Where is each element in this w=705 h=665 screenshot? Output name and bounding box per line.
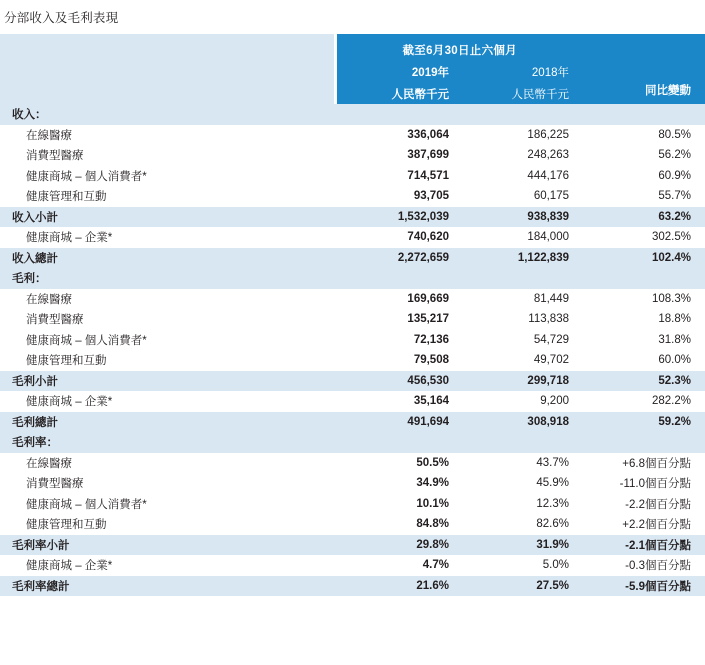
cell-2018: 248,263 xyxy=(463,145,583,166)
row-label: 消費型醫療 xyxy=(0,309,335,330)
row-label: 毛利小計 xyxy=(0,371,335,392)
table-row xyxy=(0,166,705,187)
row-label: 在線醫療 xyxy=(0,453,335,474)
cell-2018: 12.3% xyxy=(463,494,583,515)
table-row xyxy=(0,473,705,494)
row-label: 毛利率總計 xyxy=(0,576,335,597)
table-row xyxy=(0,514,705,535)
cell-change: 282.2% xyxy=(583,391,705,412)
table-body xyxy=(0,104,705,596)
cell-2018: 113,838 xyxy=(463,309,583,330)
cell-2018: 938,839 xyxy=(463,207,583,228)
table-row xyxy=(0,453,705,474)
cell-2019: 93,705 xyxy=(335,186,463,207)
cell-change xyxy=(583,104,705,125)
row-label: 消費型醫療 xyxy=(0,473,335,494)
cell-2019: 714,571 xyxy=(335,166,463,187)
table-row xyxy=(0,227,705,248)
row-label: 在線醫療 xyxy=(0,125,335,146)
cell-change: 55.7% xyxy=(583,186,705,207)
cell-2018: 31.9% xyxy=(463,535,583,556)
cell-2019: 50.5% xyxy=(335,453,463,474)
table-row xyxy=(0,412,705,433)
cell-change: 60.0% xyxy=(583,350,705,371)
header-year-2018: 2018年 xyxy=(463,62,583,82)
table-row xyxy=(0,330,705,351)
cell-change: 60.9% xyxy=(583,166,705,187)
cell-change: +6.8個百分點 xyxy=(583,453,705,474)
cell-2019: 79,508 xyxy=(335,350,463,371)
table-row xyxy=(0,371,705,392)
row-label: 毛利率： xyxy=(0,432,335,453)
cell-2019: 10.1% xyxy=(335,494,463,515)
cell-2019: 21.6% xyxy=(335,576,463,597)
row-label: 在線醫療 xyxy=(0,289,335,310)
table-row xyxy=(0,186,705,207)
cell-2018: 60,175 xyxy=(463,186,583,207)
cell-change xyxy=(583,268,705,289)
cell-2018: 43.7% xyxy=(463,453,583,474)
header-year-2019: 2019年 xyxy=(335,62,463,82)
cell-2018: 299,718 xyxy=(463,371,583,392)
cell-change: 52.3% xyxy=(583,371,705,392)
cell-2019: 456,530 xyxy=(335,371,463,392)
table-row xyxy=(0,289,705,310)
cell-2019 xyxy=(335,268,463,289)
cell-2019: 387,699 xyxy=(335,145,463,166)
cell-2018: 184,000 xyxy=(463,227,583,248)
row-label: 健康管理和互動 xyxy=(0,350,335,371)
row-label: 健康商城 – 企業* xyxy=(0,227,335,248)
table-row xyxy=(0,248,705,269)
cell-change: 56.2% xyxy=(583,145,705,166)
table-row xyxy=(0,535,705,556)
row-label: 收入總計 xyxy=(0,248,335,269)
cell-2018 xyxy=(463,268,583,289)
cell-2019 xyxy=(335,432,463,453)
header-period: 截至6月30日止六個月 xyxy=(335,34,583,62)
page-title: 分部收入及毛利表現 xyxy=(4,11,119,25)
row-label: 健康商城 – 企業* xyxy=(0,391,335,412)
cell-2018: 186,225 xyxy=(463,125,583,146)
cell-2019: 35,164 xyxy=(335,391,463,412)
cell-change: 18.8% xyxy=(583,309,705,330)
cell-2019: 84.8% xyxy=(335,514,463,535)
cell-2018: 82.6% xyxy=(463,514,583,535)
table-row xyxy=(0,207,705,228)
row-label: 健康商城 – 企業* xyxy=(0,555,335,576)
cell-2018: 54,729 xyxy=(463,330,583,351)
cell-2018: 27.5% xyxy=(463,576,583,597)
table-row xyxy=(0,555,705,576)
table-row xyxy=(0,309,705,330)
cell-change: 80.5% xyxy=(583,125,705,146)
cell-change: 59.2% xyxy=(583,412,705,433)
row-label: 毛利率小計 xyxy=(0,535,335,556)
table-row xyxy=(0,104,705,125)
row-label: 毛利： xyxy=(0,268,335,289)
cell-change: 108.3% xyxy=(583,289,705,310)
cell-2019: 135,217 xyxy=(335,309,463,330)
table-row xyxy=(0,576,705,597)
header-change-spacer xyxy=(583,34,705,82)
cell-2019: 29.8% xyxy=(335,535,463,556)
cell-2019: 1,532,039 xyxy=(335,207,463,228)
row-label: 健康商城 – 個人消費者* xyxy=(0,494,335,515)
table-row xyxy=(0,145,705,166)
header-label-corner xyxy=(0,34,335,104)
table-row xyxy=(0,432,705,453)
cell-2018 xyxy=(463,104,583,125)
cell-2018: 444,176 xyxy=(463,166,583,187)
cell-2019: 491,694 xyxy=(335,412,463,433)
row-label: 收入小計 xyxy=(0,207,335,228)
cell-change: 302.5% xyxy=(583,227,705,248)
cell-2019: 4.7% xyxy=(335,555,463,576)
table-row xyxy=(0,494,705,515)
cell-2019: 2,272,659 xyxy=(335,248,463,269)
cell-2019: 169,669 xyxy=(335,289,463,310)
row-label: 消費型醫療 xyxy=(0,145,335,166)
cell-2018: 81,449 xyxy=(463,289,583,310)
table-header xyxy=(0,34,705,104)
table-row xyxy=(0,125,705,146)
cell-change: -5.9個百分點 xyxy=(583,576,705,597)
table-row xyxy=(0,391,705,412)
row-label: 健康管理和互動 xyxy=(0,514,335,535)
cell-change: 31.8% xyxy=(583,330,705,351)
row-label: 健康商城 – 個人消費者* xyxy=(0,330,335,351)
table-row xyxy=(0,350,705,371)
cell-2018: 308,918 xyxy=(463,412,583,433)
row-label: 收入： xyxy=(0,104,335,125)
cell-2018: 5.0% xyxy=(463,555,583,576)
cell-2019: 740,620 xyxy=(335,227,463,248)
cell-change xyxy=(583,432,705,453)
table-row xyxy=(0,268,705,289)
header-unit-2019: 人民幣千元 xyxy=(335,82,463,104)
segment-revenue-gross-profit-table xyxy=(0,34,705,596)
cell-change: 63.2% xyxy=(583,207,705,228)
cell-2019 xyxy=(335,104,463,125)
cell-2018 xyxy=(463,432,583,453)
cell-2018: 1,122,839 xyxy=(463,248,583,269)
row-label: 健康商城 – 個人消費者* xyxy=(0,166,335,187)
cell-2018: 45.9% xyxy=(463,473,583,494)
cell-change: +2.2個百分點 xyxy=(583,514,705,535)
row-label: 健康管理和互動 xyxy=(0,186,335,207)
cell-2019: 336,064 xyxy=(335,125,463,146)
cell-2018: 9,200 xyxy=(463,391,583,412)
row-label: 毛利總計 xyxy=(0,412,335,433)
cell-2018: 49,702 xyxy=(463,350,583,371)
cell-2019: 72,136 xyxy=(335,330,463,351)
header-yoy-change: 同比變動 xyxy=(583,82,705,104)
header-unit-2018: 人民幣千元 xyxy=(463,82,583,104)
cell-change: -0.3個百分點 xyxy=(583,555,705,576)
cell-change: -11.0個百分點 xyxy=(583,473,705,494)
cell-change: 102.4% xyxy=(583,248,705,269)
cell-change: -2.1個百分點 xyxy=(583,535,705,556)
cell-change: -2.2個百分點 xyxy=(583,494,705,515)
cell-2019: 34.9% xyxy=(335,473,463,494)
